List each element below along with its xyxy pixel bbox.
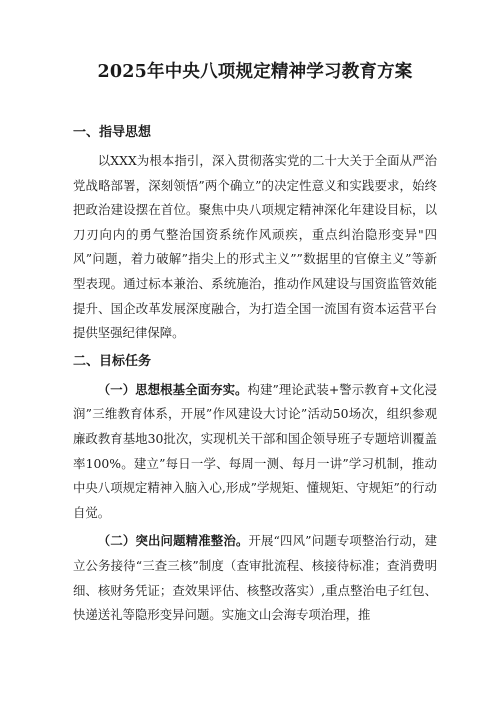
paragraph-text: 开展“四风”问题专项整治行动，建立公务接待“三查三核”制度（查审批流程、核接待标准；查消费明细、核财务凭证；查效果评估、核整改落实）,重点整治电子红包、快递送礼等隐形变异问题。实施文山会海专项治理，推 [73,533,438,623]
section-heading-guiding-ideology: 一、指导思想 [73,125,152,140]
document-title: 2025年中央八项规定精神学习教育方案 [97,62,413,82]
paragraph-lead: （二）突出问题精准整治。 [97,533,249,549]
paragraph-text: 构建”理论武装+警示教育+文化浸润”三维教育体系，开展”作风建设大讨论”活动50场次，组织参观廉政教育基地30批次，实现机关干部和国企领导班子专题培训覆盖率100%。建立”每日一学、每周一测、每月一讲”学习机制，推动中央八项规定精神入脑入心,形成”学规矩、懂规矩、守规矩”的行动自觉。 [73,381,438,520]
section-heading-goals-tasks: 二、目标任务 [73,353,152,369]
paragraph-guiding-ideology [73,149,437,346]
paragraph-lead: （一）思想根基全面夯实。 [97,381,248,397]
paragraph-problem-rectification [73,529,437,627]
paragraph-ideological-foundation [73,378,437,526]
paragraph-text: 以XXX为根本指引，深入贯彻落实党的二十大关于全面从严治党战略部署，深刻领悟”两个确立”的决定性意义和实践要求，始终把政治建设摆在首位。聚焦中央八项规定精神深化年建设目标，以刀刃向内的勇气整治国资系统作风顽疾，重点纠治隐形变异"四风”问题，着力破解”指尖上的形式主义””数据里的官僚主义”等新型表现。通过标本兼治、系统施治，推动作风建设与国资监管效能提升、国企改革发展深度融合，为打造全国一流国有资本运营平台提供坚强纪律保障。 [73,153,437,341]
